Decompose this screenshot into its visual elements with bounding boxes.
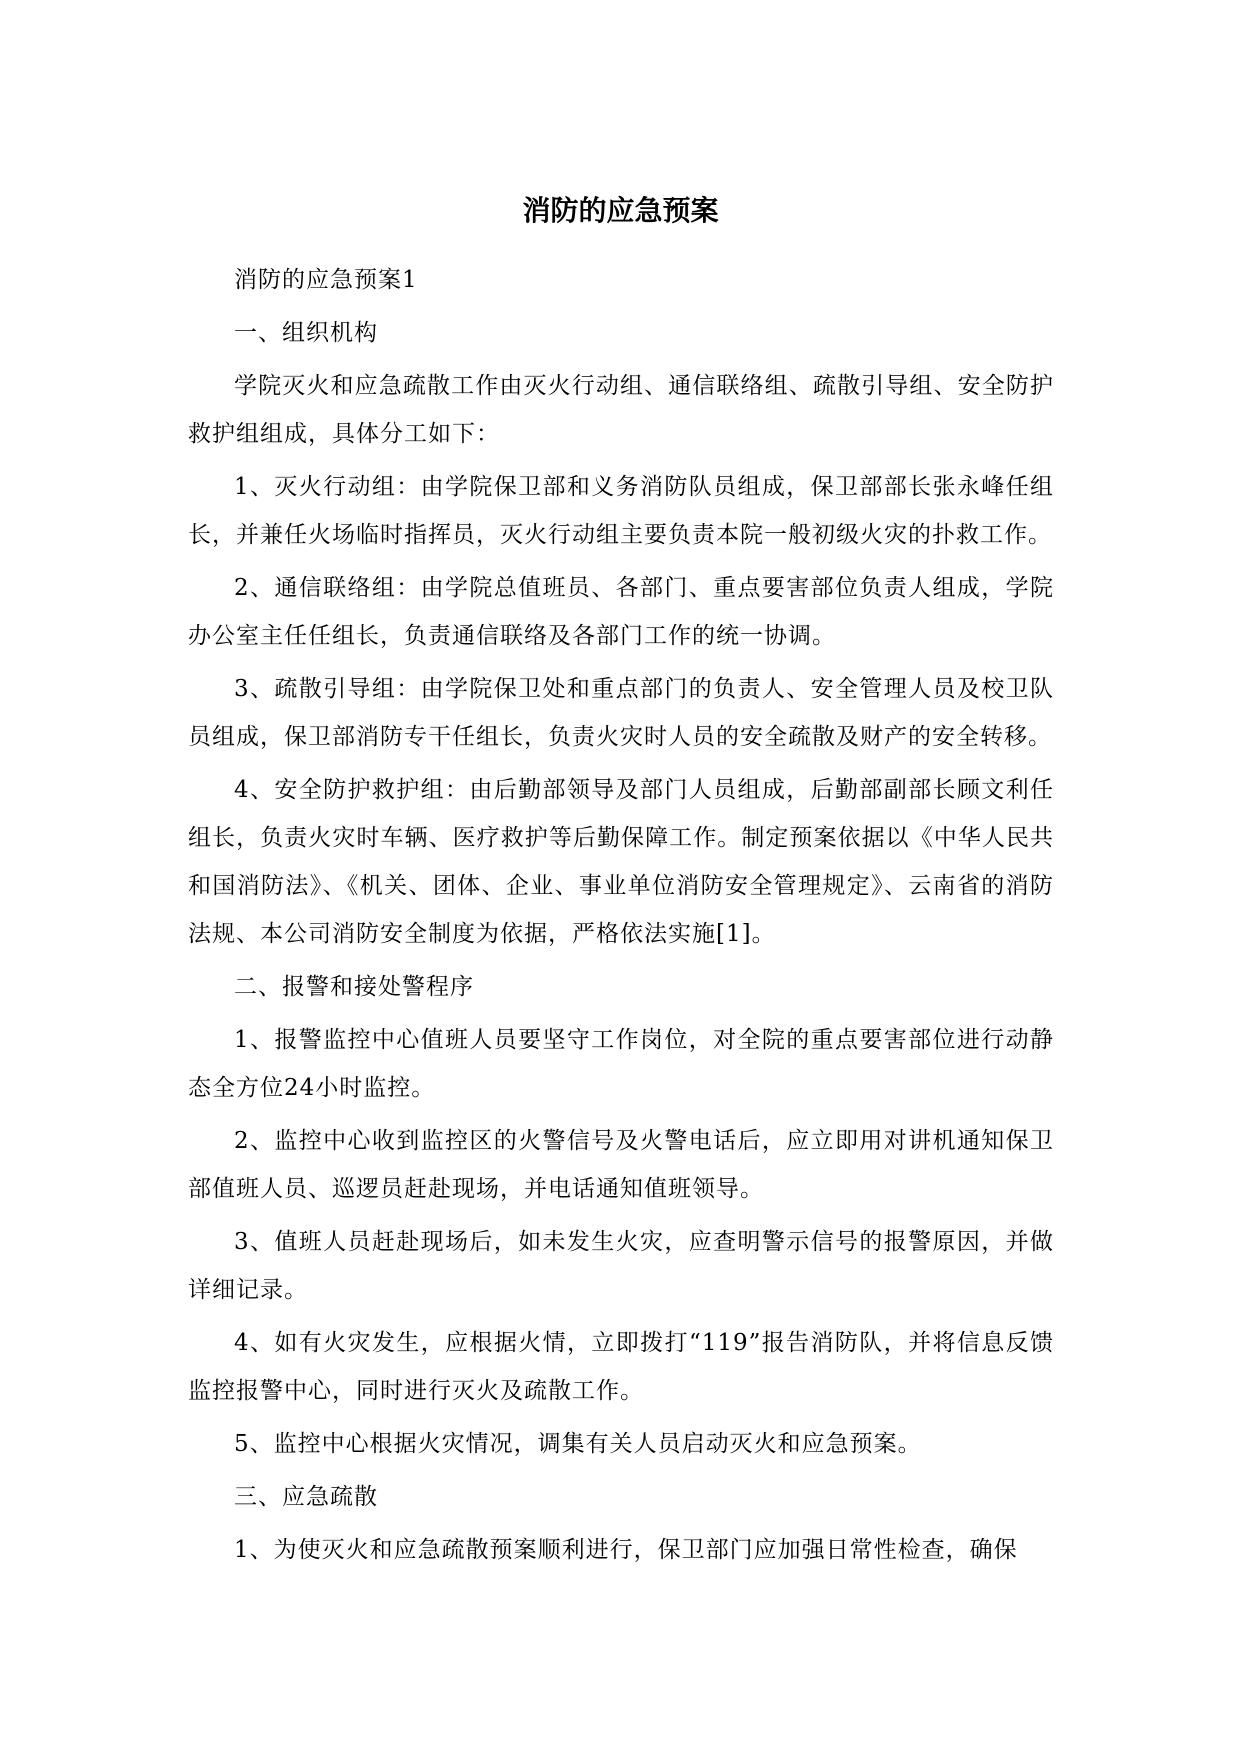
paragraph: 1、灭火行动组：由学院保卫部和义务消防队员组成，保卫部部长张永峰任组长，并兼任火场临时指挥员，灭火行动组主要负责本院一般初级火灾的扑救工作。 bbox=[188, 474, 1054, 548]
paragraph: 2、监控中心收到监控区的火警信号及火警电话后，应立即用对讲机通知保卫部值班人员、巡逻员赶赴现场，并电话通知值班领导。 bbox=[188, 1128, 1054, 1202]
paragraph: 3、疏散引导组：由学院保卫处和重点部门的负责人、安全管理人员及校卫队员组成，保卫部消防专干任组长，负责火灾时人员的安全疏散及财产的安全转移。 bbox=[188, 676, 1054, 750]
paragraph: 1、为使灭火和应急疏散预案顺利进行，保卫部门应加强日常性检查，确保 bbox=[234, 1537, 1018, 1563]
document-body bbox=[188, 256, 1054, 1579]
paragraph: 4、如有火灾发生，应根据火情，立即拨打“119”报告消防队，并将信息反馈监控报警中心，同时进行灭火及疏散工作。 bbox=[188, 1330, 1054, 1404]
document-title: 消防的应急预案 bbox=[522, 194, 719, 227]
paragraph-plan-heading: 消防的应急预案1 bbox=[234, 267, 418, 293]
section-heading-evacuation: 三、应急疏散 bbox=[234, 1484, 378, 1510]
section-heading-alarm: 二、报警和接处警程序 bbox=[234, 974, 474, 1000]
paragraph: 4、安全防护救护组：由后勤部领导及部门人员组成，后勤部副部长顾文利任组长，负责火灾时车辆、医疗救护等后勤保障工作。制定预案依据以《中华人民共和国消防法》、《机关、团体、企业、事业单位消防安全管理规定》、云南省的消防法规、本公司消防安全制度为依据，严格依法实施[1]。 bbox=[188, 777, 1054, 947]
paragraph: 1、报警监控中心值班人员要坚守工作岗位，对全院的重点要害部位进行动静态全方位24小时监控。 bbox=[188, 1027, 1054, 1101]
paragraph: 5、监控中心根据火灾情况，调集有关人员启动灭火和应急预案。 bbox=[234, 1431, 922, 1457]
paragraph: 学院灭火和应急疏散工作由灭火行动组、通信联络组、疏散引导组、安全防护救护组组成，具体分工如下： bbox=[188, 373, 1054, 447]
paragraph: 2、通信联络组：由学院总值班员、各部门、重点要害部位负责人组成，学院办公室主任任组长，负责通信联络及各部门工作的统一协调。 bbox=[188, 575, 1054, 649]
paragraph: 3、值班人员赶赴现场后，如未发生火灾，应查明警示信号的报警原因，并做详细记录。 bbox=[188, 1229, 1054, 1303]
section-heading-organization: 一、组织机构 bbox=[234, 320, 378, 346]
